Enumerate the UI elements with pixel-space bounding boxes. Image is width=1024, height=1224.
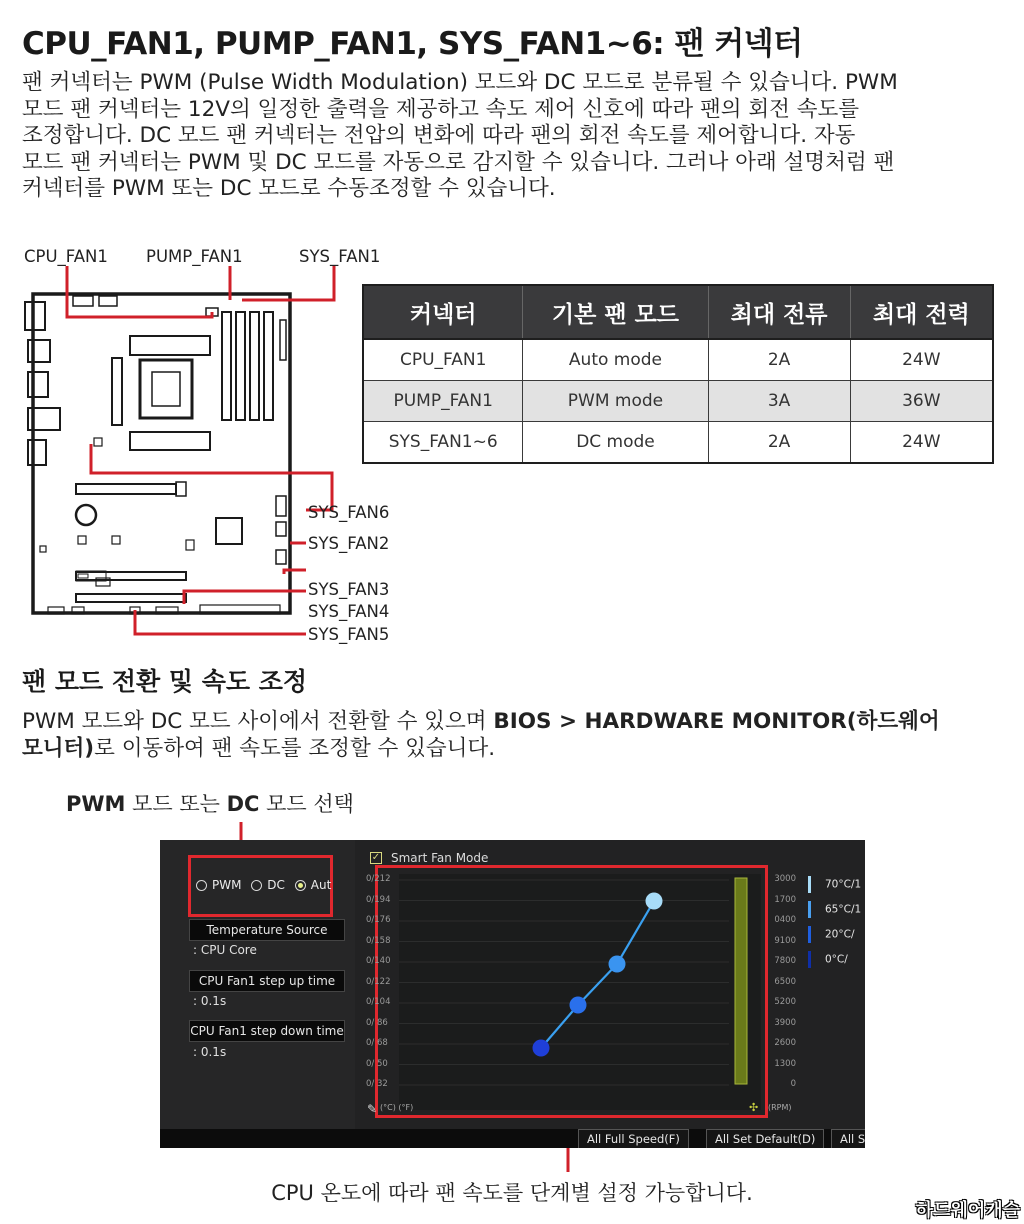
intro-line: 커넥터를 PWM 또는 DC 모드로 수동조정할 수 있습니다. <box>22 176 556 201</box>
label-sys-fan4: SYS_FAN4 <box>308 602 390 621</box>
table-row <box>363 381 993 422</box>
legend-label: 70°C/1 <box>825 878 862 891</box>
smart-fan-label: Smart Fan Mode <box>391 851 489 865</box>
pencil-icon[interactable]: ✎ <box>367 1102 378 1116</box>
bios-screenshot <box>160 840 865 1148</box>
pwm-bold: PWM <box>66 792 126 816</box>
column-header: 최대 전류 <box>708 285 850 339</box>
y-tick-label: 0/122 <box>366 976 391 987</box>
dc-bold: DC <box>226 792 260 816</box>
label-pump-fan1: PUMP_FAN1 <box>146 247 243 266</box>
motherboard-diagram <box>0 260 360 645</box>
y-tick-label: 2600 <box>774 1038 796 1048</box>
y-tick-label: 0/ 32 <box>366 1079 388 1089</box>
table-cell: 24W <box>850 422 993 464</box>
legend-swatch <box>808 876 811 893</box>
section-paragraph <box>22 708 1002 762</box>
y-tick-label: 0/140 <box>366 956 391 966</box>
temperature-source-value: : CPU Core <box>193 943 257 957</box>
table-row <box>363 422 993 464</box>
radio-icon <box>196 880 207 891</box>
intro-line: 모드 팬 커넥터는 12V의 일정한 출력을 제공하고 속도 제어 신호에 따라 팬의 회전 속도를 <box>22 96 860 122</box>
section-heading: 팬 모드 전환 및 속도 조정 <box>22 667 308 696</box>
page-title: CPU_FAN1, PUMP_FAN1, SYS_FAN1~6: 팬 커넥터 <box>22 26 803 62</box>
table-cell: DC mode <box>523 422 708 464</box>
curve-point-1[interactable] <box>533 1040 550 1057</box>
legend-item <box>808 899 861 917</box>
table-cell: 24W <box>850 339 993 381</box>
label-sys-fan5: SYS_FAN5 <box>308 625 390 644</box>
legend-item <box>808 924 854 942</box>
curve-point-2[interactable] <box>570 997 587 1014</box>
fan-curve-svg <box>399 874 761 1110</box>
mode-radio-pwm[interactable] <box>196 878 241 892</box>
legend-label: 0°C/ <box>825 953 848 966</box>
paragraph-bold: BIOS > HARDWARE MONITOR(하드웨어 <box>493 709 940 734</box>
legend-swatch <box>808 926 811 943</box>
legend-label: 65°C/1 <box>825 903 862 916</box>
y-tick-label: 7800 <box>774 956 796 966</box>
y-tick-label: 1300 <box>774 1058 796 1069</box>
watermark: 하드웨어캐슬 <box>915 1200 1020 1221</box>
all-full-speed-button[interactable]: All Full Speed(F) <box>578 1129 689 1148</box>
all-set-default-button[interactable]: All Set Default(D) <box>706 1129 824 1148</box>
y-tick-label: 0 <box>790 1079 796 1089</box>
y-axis-left <box>366 874 406 1104</box>
table-cell: PWM mode <box>523 381 708 422</box>
all-set-button[interactable]: All S <box>831 1129 865 1148</box>
intro-line: 팬 커넥터는 PWM (Pulse Width Modulation) 모드와 DC 모드로 분류될 수 있습니다. PWM <box>22 70 898 95</box>
y-tick-label: 0/ 50 <box>366 1058 388 1069</box>
step-up-time-button[interactable]: CPU Fan1 step up time <box>189 970 345 992</box>
y-axis-right <box>770 874 804 1104</box>
mode-radio-auto[interactable] <box>295 878 332 892</box>
legend-swatch <box>808 951 811 968</box>
curve-point-3[interactable] <box>609 956 626 973</box>
step-down-time-value: : 0.1s <box>193 1045 227 1059</box>
curve-point-4[interactable] <box>646 893 663 910</box>
step-down-time-button[interactable]: CPU Fan1 step down time <box>189 1020 345 1042</box>
intro-paragraph <box>22 70 1007 203</box>
y-tick-label: 0/ 86 <box>366 1017 388 1028</box>
y-tick-label: 0400 <box>774 915 796 925</box>
label-sys-fan2: SYS_FAN2 <box>308 534 390 553</box>
label-sys-fan3: SYS_FAN3 <box>308 580 390 599</box>
table-cell: CPU_FAN1 <box>363 339 523 381</box>
y-tick-label: 0/176 <box>366 915 391 925</box>
radio-selected-icon <box>295 880 306 891</box>
table-cell: PUMP_FAN1 <box>363 381 523 422</box>
mode-label: PWM <box>212 878 242 892</box>
paragraph-text: 로 이동하여 팬 속도를 조정할 수 있습니다. <box>94 736 496 761</box>
mode-radio-dc[interactable] <box>251 878 285 892</box>
column-header: 기본 팬 모드 <box>523 285 708 339</box>
intro-line: 모드 팬 커넥터는 PWM 및 DC 모드를 자동으로 감지할 수 있습니다. 그러나 아래 설명처럼 팬 <box>22 149 895 175</box>
mode-label: DC <box>267 878 285 892</box>
pwm-select-title <box>66 788 354 818</box>
y-tick-label: 6500 <box>774 976 796 987</box>
table-header-row <box>363 285 993 339</box>
fan-curve-graph[interactable] <box>399 874 761 1110</box>
x-unit-left: (°C) (°F) <box>380 1103 414 1112</box>
table-cell: 36W <box>850 381 993 422</box>
caption: CPU 온도에 따라 팬 속도를 단계별 설정 가능합니다. <box>271 1181 753 1205</box>
fan-mode-radio-group <box>196 878 331 892</box>
step-up-time-value: : 0.1s <box>193 994 227 1008</box>
table-cell: 3A <box>708 381 850 422</box>
fan-icon: ✣ <box>749 1101 759 1114</box>
table-cell: 2A <box>708 422 850 464</box>
callout-line-bottom <box>560 1148 580 1174</box>
column-header: 최대 전력 <box>850 285 993 339</box>
legend-item <box>808 874 861 892</box>
paragraph-bold: 모니터) <box>22 736 95 761</box>
temperature-source-button[interactable]: Temperature Source <box>189 919 345 941</box>
radio-icon <box>251 880 262 891</box>
paragraph-text: PWM 모드와 DC 모드 사이에서 전환할 수 있으며 <box>22 709 494 734</box>
label-sys-fan6: SYS_FAN6 <box>308 503 390 522</box>
fan-spec-table <box>362 284 994 464</box>
label-sys-fan1: SYS_FAN1 <box>299 247 381 266</box>
legend-item <box>808 949 848 967</box>
y-tick-label: 5200 <box>774 997 796 1007</box>
legend-label: 20°C/ <box>825 928 855 941</box>
y-tick-label: 3900 <box>774 1017 796 1028</box>
temperature-legend <box>808 874 865 984</box>
table-row <box>363 339 993 381</box>
y-tick-label: 1700 <box>774 894 796 905</box>
legend-swatch <box>808 901 811 918</box>
column-header: 커넥터 <box>363 285 523 339</box>
y-tick-label: 3000 <box>774 874 796 884</box>
label-cpu-fan1: CPU_FAN1 <box>24 247 108 266</box>
y-tick-label: 0/ 68 <box>366 1038 388 1048</box>
table-cell: SYS_FAN1~6 <box>363 422 523 464</box>
mode-label: Aut <box>310 878 332 892</box>
y-tick-label: 0/212 <box>366 874 391 884</box>
y-tick-label: 0/158 <box>366 935 391 946</box>
y-tick-label: 0/104 <box>366 997 391 1007</box>
y-tick-label: 9100 <box>774 935 796 946</box>
smart-fan-checkbox[interactable]: ✓ <box>371 852 381 863</box>
table-cell: 2A <box>708 339 850 381</box>
table-cell: Auto mode <box>523 339 708 381</box>
intro-line: 조정합니다. DC 모드 팬 커넥터는 전압의 변화에 따라 팬의 회전 속도를 제어합니다. 자동 <box>22 123 856 148</box>
y-tick-label: 0/194 <box>366 894 391 905</box>
pwm-text: 모드 또는 <box>125 792 227 816</box>
pwm-text: 모드 선택 <box>259 792 354 816</box>
x-unit-right: (RPM) <box>768 1103 792 1112</box>
